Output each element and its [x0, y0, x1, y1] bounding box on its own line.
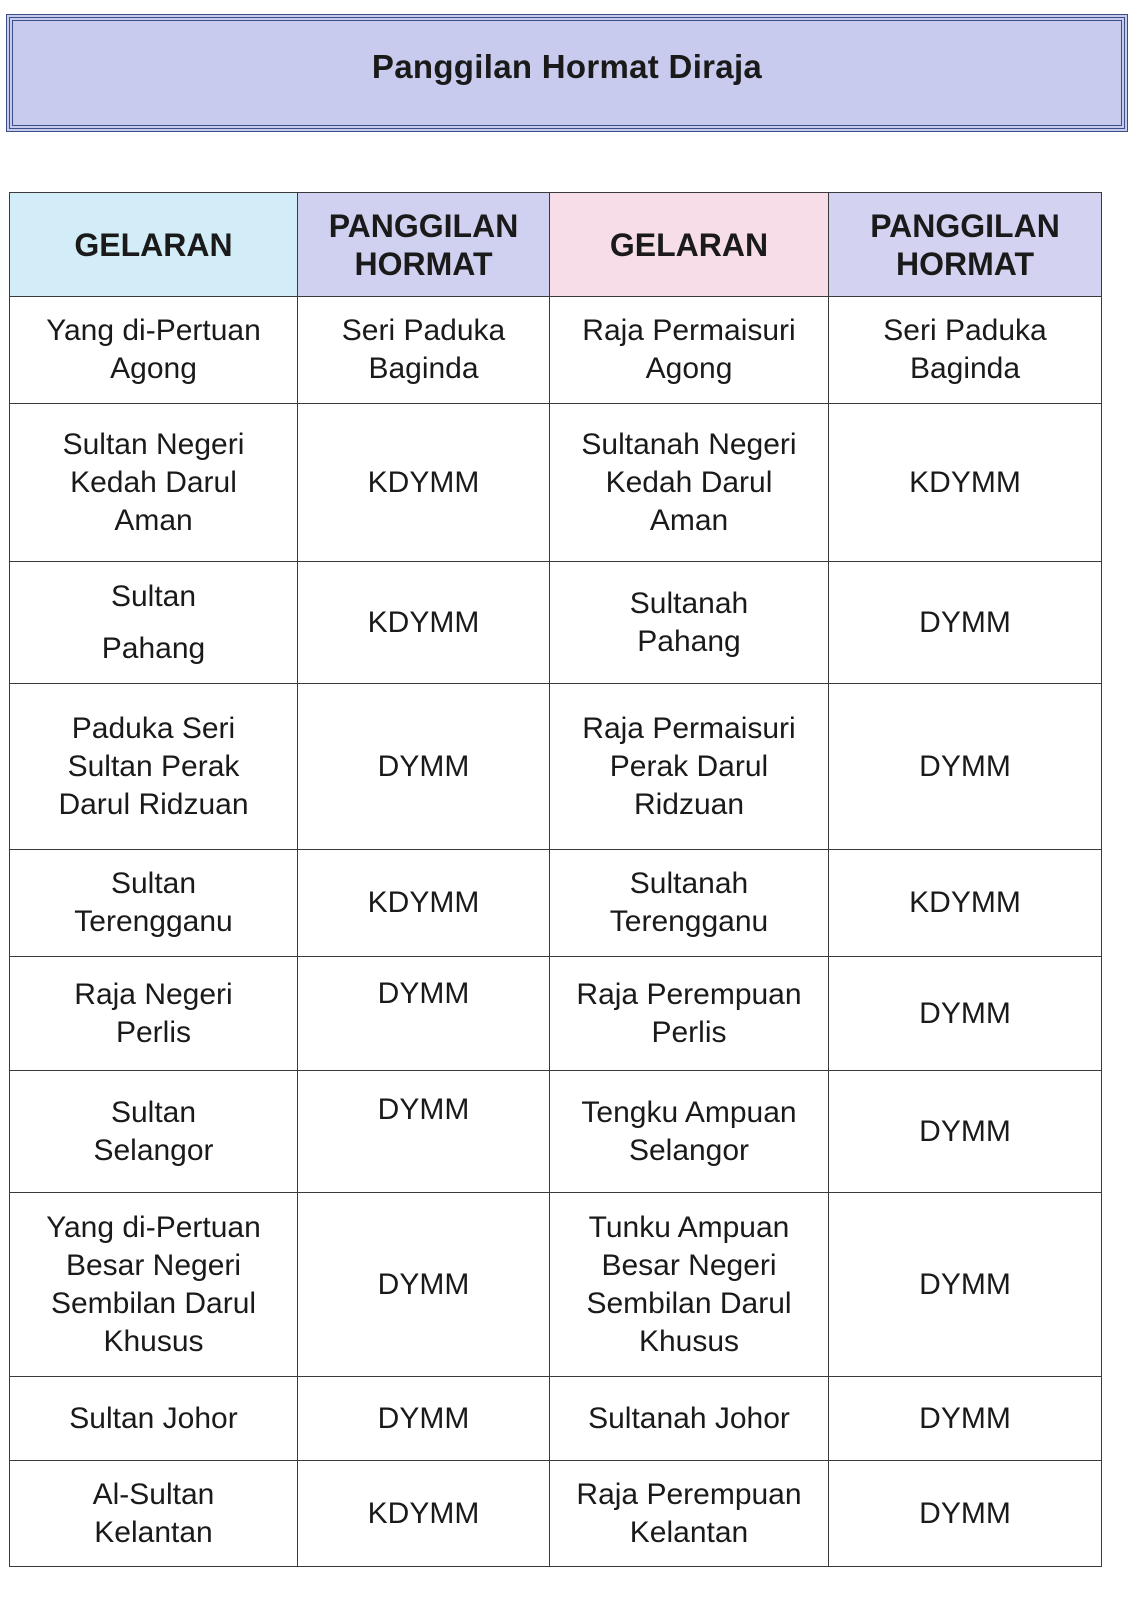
ruler-title: Sultan Johor	[10, 1377, 298, 1461]
consort-title: Tunku Ampuan Besar Negeri Sembilan Darul Khusus	[550, 1193, 829, 1377]
consort-title: Sultanah Negeri Kedah Darul Aman	[550, 404, 829, 562]
ruler-title: Yang di-Pertuan Besar Negeri Sembilan Darul Khusus	[10, 1193, 298, 1377]
table-row	[10, 957, 1102, 1071]
header-panggilan-hormat-consort: PANGGILAN HORMAT	[829, 193, 1102, 297]
ruler-title: Paduka Seri Sultan Perak Darul Ridzuan	[10, 684, 298, 850]
ruler-address: DYMM	[298, 1071, 550, 1193]
header-gelaran-consort: GELARAN	[550, 193, 829, 297]
ruler-title: Al-Sultan Kelantan	[10, 1461, 298, 1567]
header-gelaran: GELARAN	[10, 193, 298, 297]
table-header-row	[10, 193, 1102, 297]
table-row	[10, 684, 1102, 850]
page-title: Panggilan Hormat Diraja	[371, 48, 763, 85]
table-row	[10, 404, 1102, 562]
ruler-address: KDYMM	[298, 850, 550, 957]
ruler-title: Sultan Pahang	[10, 562, 298, 684]
ruler-address: KDYMM	[298, 1461, 550, 1567]
ruler-title: Raja Negeri Perlis	[10, 957, 298, 1071]
ruler-address: DYMM	[298, 1377, 550, 1461]
consort-title: Sultanah Johor	[550, 1377, 829, 1461]
ruler-address: DYMM	[298, 1193, 550, 1377]
ruler-address: KDYMM	[298, 404, 550, 562]
header-panggilan-hormat: PANGGILAN HORMAT	[298, 193, 550, 297]
table-row	[10, 1461, 1102, 1567]
table-row	[10, 1193, 1102, 1377]
consort-address: DYMM	[829, 684, 1102, 850]
consort-address: DYMM	[829, 1193, 1102, 1377]
consort-title: Tengku Ampuan Selangor	[550, 1071, 829, 1193]
ruler-address: DYMM	[298, 684, 550, 850]
ruler-title: Sultan Terengganu	[10, 850, 298, 957]
consort-address: KDYMM	[829, 404, 1102, 562]
consort-address: DYMM	[829, 1461, 1102, 1567]
consort-address: DYMM	[829, 1071, 1102, 1193]
consort-title: Sultanah Pahang	[550, 562, 829, 684]
consort-address: Seri Paduka Baginda	[829, 297, 1102, 404]
consort-address: DYMM	[829, 1377, 1102, 1461]
consort-address: DYMM	[829, 957, 1102, 1071]
ruler-address: Seri Paduka Baginda	[298, 297, 550, 404]
title-banner	[6, 14, 1128, 132]
royal-address-table	[9, 192, 1102, 1567]
consort-title: Raja Permaisuri Perak Darul Ridzuan	[550, 684, 829, 850]
table-row	[10, 1071, 1102, 1193]
consort-title: Raja Perempuan Kelantan	[550, 1461, 829, 1567]
table-row	[10, 562, 1102, 684]
table-row	[10, 1377, 1102, 1461]
consort-title: Raja Permaisuri Agong	[550, 297, 829, 404]
consort-address: KDYMM	[829, 850, 1102, 957]
ruler-address: KDYMM	[298, 562, 550, 684]
ruler-title: Sultan Selangor	[10, 1071, 298, 1193]
ruler-address: DYMM	[298, 957, 550, 1071]
ruler-title: Yang di-Pertuan Agong	[10, 297, 298, 404]
table-row	[10, 297, 1102, 404]
table-row	[10, 850, 1102, 957]
ruler-title: Sultan Negeri Kedah Darul Aman	[10, 404, 298, 562]
consort-title: Sultanah Terengganu	[550, 850, 829, 957]
consort-address: DYMM	[829, 562, 1102, 684]
consort-title: Raja Perempuan Perlis	[550, 957, 829, 1071]
